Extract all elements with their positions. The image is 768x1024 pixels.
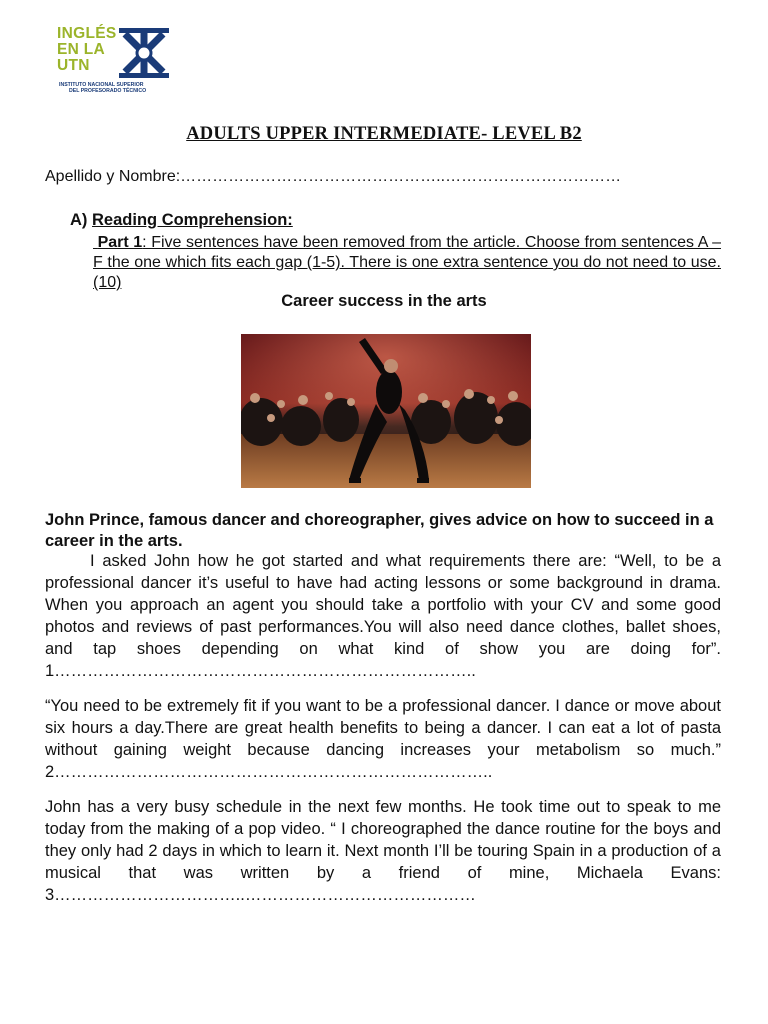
logo-sub-line-2: DEL PROFESORADO TÉCNICO (69, 88, 147, 94)
logo-line-3: UTN (57, 57, 90, 74)
logo-line-1: INGLÉS (57, 25, 117, 42)
dancer-photo-image (241, 334, 531, 488)
article-paragraph-3: John has a very busy schedule in the next few months. He took time out to speak to me today from the making of a pop video. “ I choreographed the dance routine for the boys and they only had 2 days in which to learn it. Next month I’ll be touring Spain in a production of a musical that was written by a friend of mine, Michaela Evans: 3……………………………..…………………………………… (45, 798, 721, 904)
utn-emblem-icon (119, 28, 169, 78)
article-title: Career success in the arts (281, 292, 487, 310)
part1-text: : Five sentences have been removed from the article. Choose from sentences A –F the one which fits each gap (1-5). There is one extra sentence you do not need to use. (10) (93, 234, 721, 291)
page-title: ADULTS UPPER INTERMEDIATE- LEVEL B2 (186, 124, 582, 144)
logo-wordmark (57, 26, 117, 74)
logo-subtitle (59, 82, 175, 94)
name-field-line: Apellido y Nombre:…………………………………………..…………………………… (45, 168, 622, 185)
section-heading (70, 211, 293, 230)
article-intro: John Prince, famous dancer and choreographer, gives advice on how to succeed in a career in the arts. (45, 511, 714, 550)
part1-instructions (93, 233, 721, 293)
logo-sub-line-1: INSTITUTO NACIONAL SUPERIOR (59, 82, 144, 88)
paragraph-1-text: I asked John how he got started and what requirements there are: “Well, to be a professional dancer it’s useful to have had acting lessons or some background in drama. When you approach an agent you should take a portfolio with your CV and some good photos and reviews of past performances.You will also need dance clothes, ballet shoes, and tap shoes depending on what kind of show you are doing for”. 1………………………………………………………………….. (45, 552, 721, 680)
section-title: Reading Comprehension: (92, 211, 293, 229)
part1-label: Part 1 (97, 234, 143, 251)
section-letter: A) (70, 211, 88, 229)
institution-logo (57, 26, 177, 98)
article-paragraph-1 (45, 550, 721, 682)
logo-line-2: EN LA (57, 41, 105, 58)
dancer-photo (241, 334, 531, 488)
article-paragraph-2: “You need to be extremely fit if you want to be a professional dancer. I dance or move about six hours a day.There are great health benefits to being a dancer. I can eat a lot of pasta without gaining weight because dancing increases your metabolism so much.” 2…………………………………………………………………….. (45, 697, 721, 781)
